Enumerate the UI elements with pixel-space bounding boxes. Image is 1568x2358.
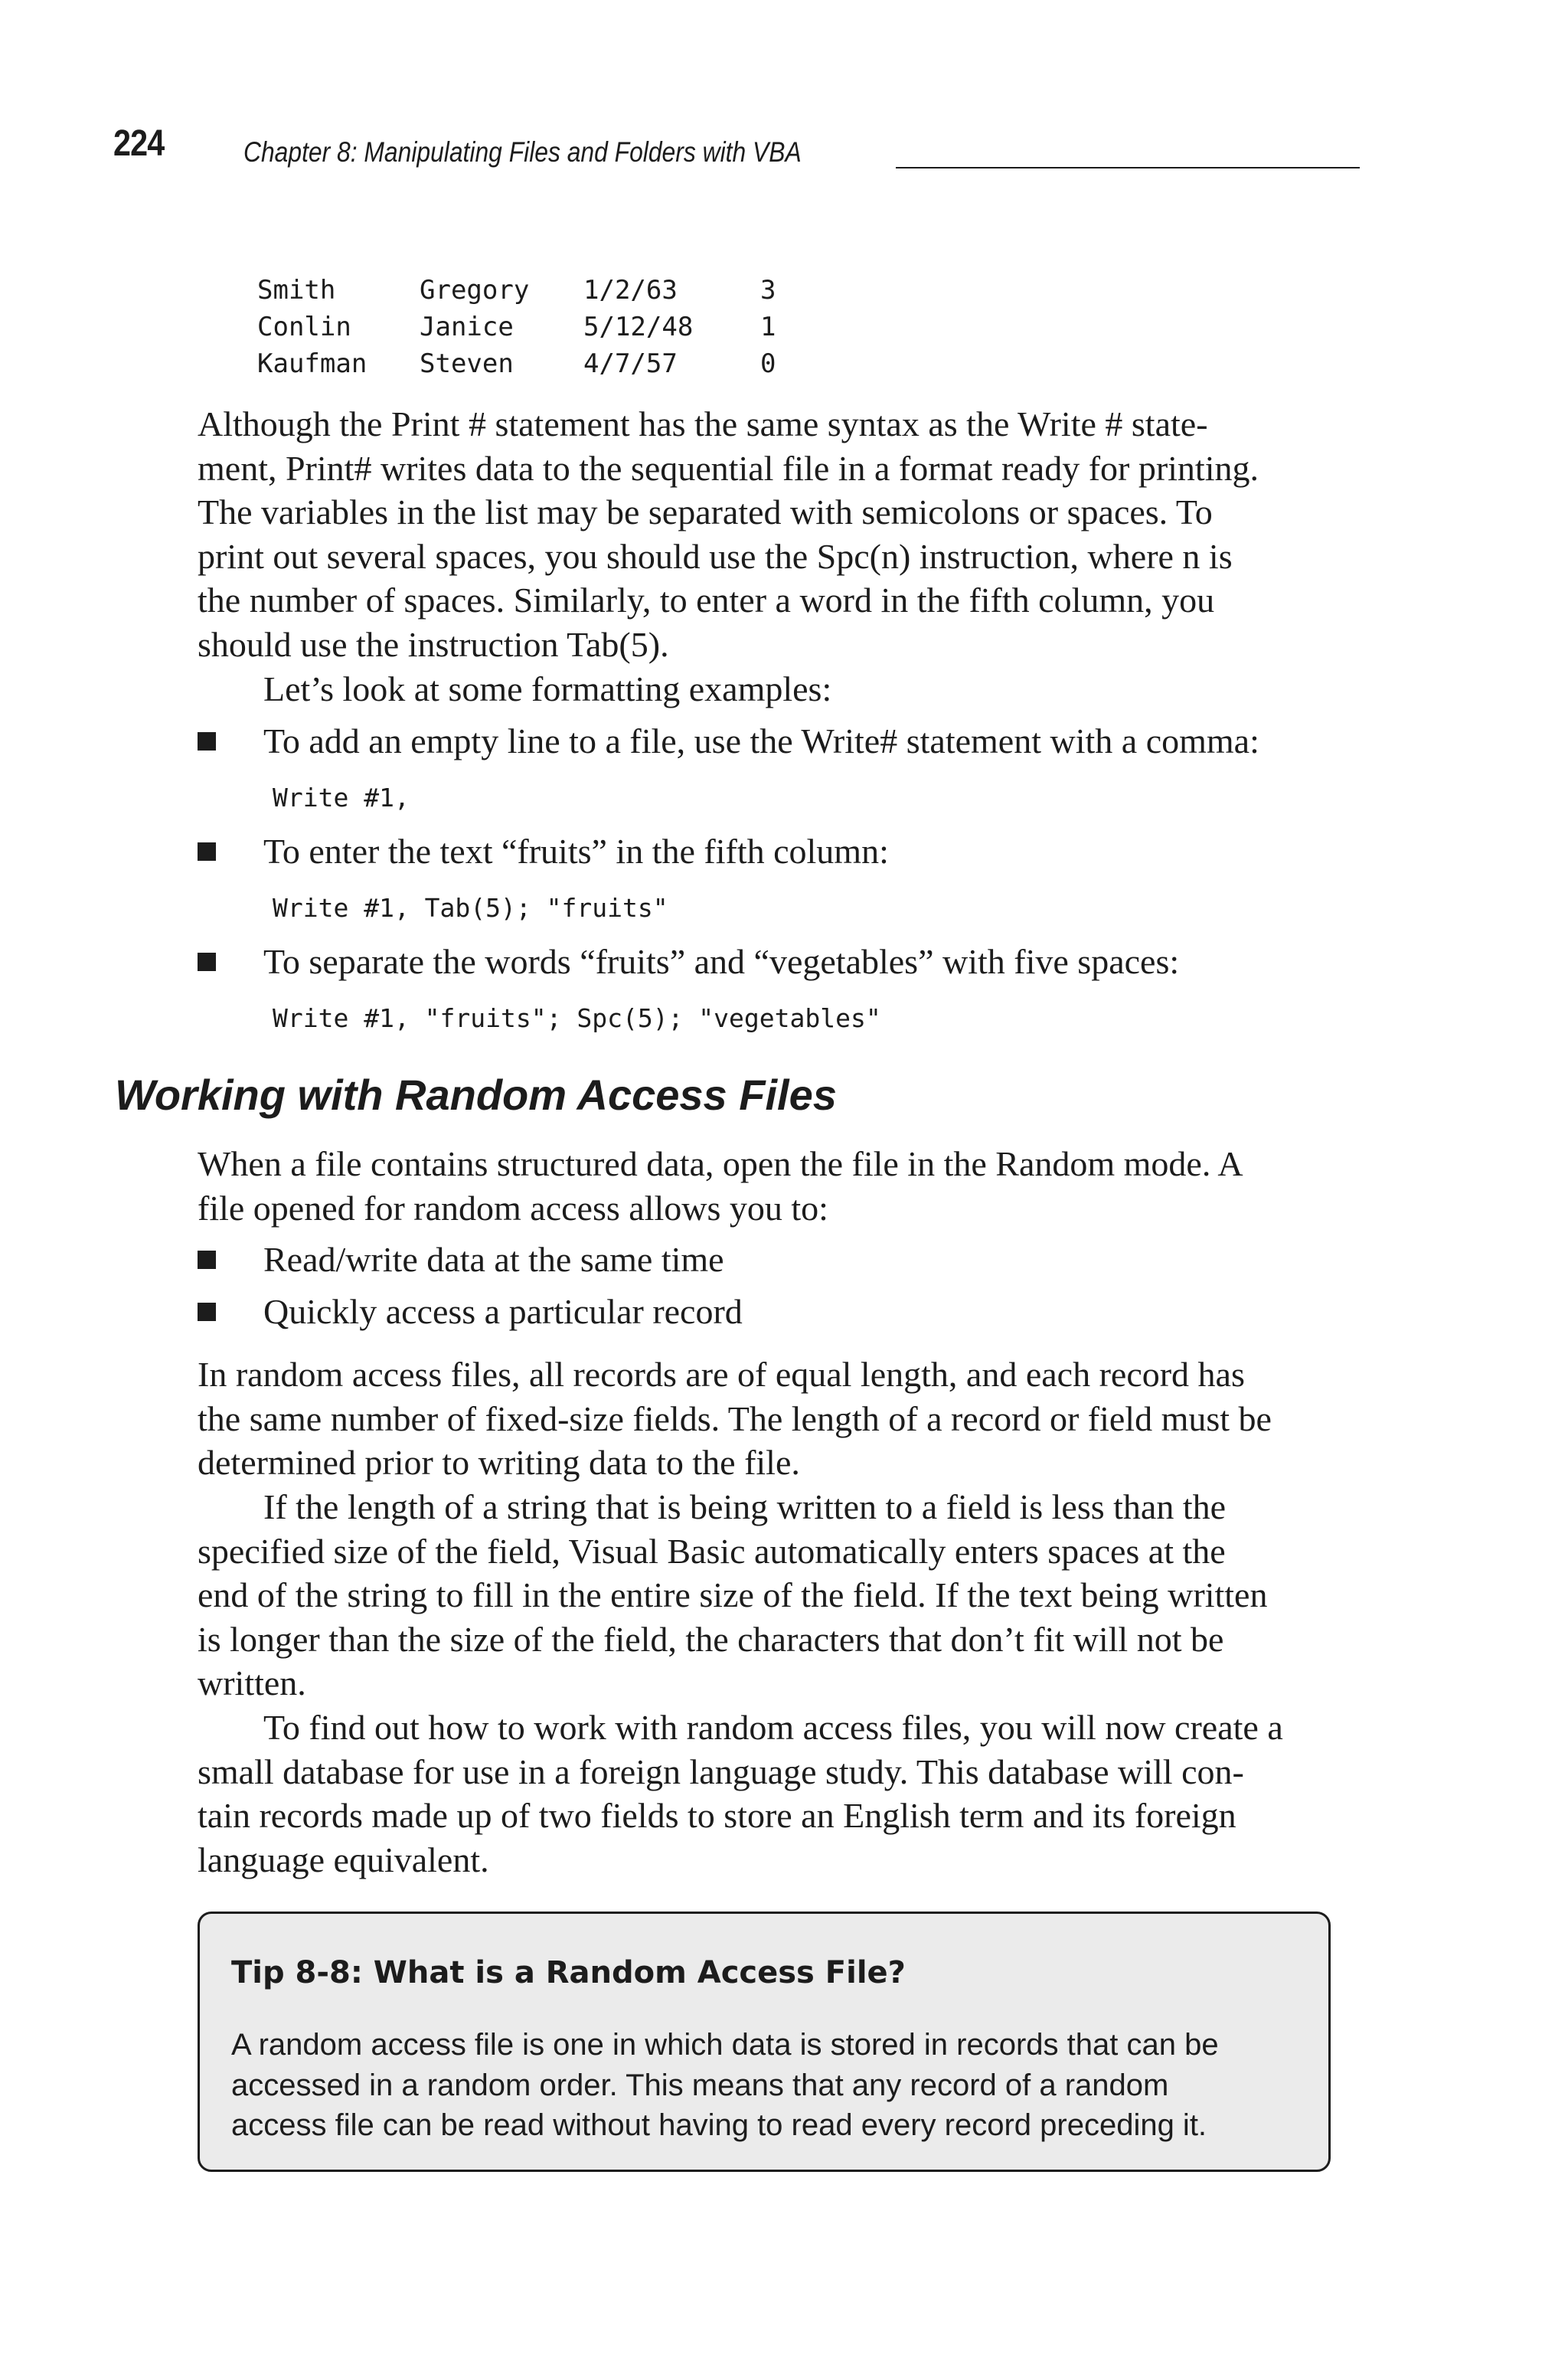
text-line: To find out how to work with random access files, you will now create a [263,1708,1283,1747]
page-number: 224 [113,123,165,164]
text-line: language equivalent. [198,1840,489,1879]
table-cell-date: 5/12/48 [583,312,694,342]
table-cell-last-name: Conlin [257,312,351,342]
table-cell-first-name: Gregory [420,275,530,306]
text-line: should use the instruction Tab(5). [198,624,669,664]
code-line: Write #1, "fruits"; Spc(5); "vegetables" [273,1003,881,1033]
text-line: A random access file is one in which data is stored in records that can be [231,2028,1219,2062]
list-item: To separate the words “fruits” and “vegetables” with five spaces: [263,942,1180,981]
bullet-icon [198,1251,216,1269]
text-line: tain records made up of two fields to store an English term and its foreign [198,1796,1236,1836]
table-cell-last-name: Smith [257,275,336,306]
text-line: the same number of fixed-size fields. The length of a record or field must be [198,1398,1272,1438]
text-line: print out several spaces, you should use the Spc(n) instruction, where n is [198,536,1233,576]
text-line: The variables in the list may be separated with semicolons or spaces. To [198,492,1213,532]
text-line: In random access files, all records are of equal length, and each record has [198,1355,1245,1394]
table-cell-last-name: Kaufman [257,348,368,379]
table-cell-date: 4/7/57 [583,348,678,379]
table-cell-count: 0 [760,348,776,379]
bullet-icon [198,1303,216,1321]
tip-title: Tip 8-8: What is a Random Access File? [231,1955,906,1990]
paragraph-examples-lead: Let’s look at some formatting examples: [263,669,832,708]
list-item: Quickly access a particular record [263,1292,743,1331]
table-cell-count: 1 [760,312,776,342]
paragraph-random-intro [198,1142,1243,1230]
text-line: written. [198,1663,306,1703]
text-line: access file can be read without having to read every record preceding it. [231,2108,1207,2142]
text-line: the number of spaces. Similarly, to enter a word in the fifth column, you [198,581,1215,620]
text-line: small database for use in a foreign language study. This database will con- [198,1751,1244,1791]
text-line: determined prior to writing data to the file. [198,1443,800,1483]
paragraph-field-length [198,1485,1267,1706]
running-head: Chapter 8: Manipulating Files and Folders with VBA [243,136,802,168]
text-line: accessed in a random order. This means that any record of a random [231,2068,1169,2102]
text-line: specified size of the field, Visual Basic automatically enters spaces at the [198,1531,1226,1571]
text-line: is longer than the size of the field, the characters that don’t fit will not be [198,1619,1224,1659]
table-cell-first-name: Janice [420,312,514,342]
paragraph-database [198,1706,1283,1882]
code-line: Write #1, Tab(5); "fruits" [273,893,668,923]
list-item: Read/write data at the same time [263,1240,724,1279]
bullet-icon [198,842,216,861]
table-cell-date: 1/2/63 [583,275,678,306]
text-line: When a file contains structured data, open the file in the Random mode. A [198,1144,1243,1183]
bullet-icon [198,732,216,751]
text-line: ment, Print# writes data to the sequential file in a format ready for printing. [198,448,1259,488]
list-item: To add an empty line to a file, use the Write# statement with a comma: [263,721,1259,760]
text-line: end of the string to fill in the entire size of the field. If the text being written [198,1575,1268,1615]
header-rule [896,167,1360,168]
text-line: If the length of a string that is being written to a field is less than the [263,1487,1227,1526]
bullet-icon [198,953,216,971]
text-line: file opened for random access allows you to: [198,1188,828,1228]
section-heading: Working with Random Access Files [115,1071,837,1119]
tip-body [231,2025,1219,2146]
code-line: Write #1, [273,783,410,813]
list-item: To enter the text “fruits” in the fifth column: [263,832,889,871]
table-cell-first-name: Steven [420,348,514,379]
paragraph-records [198,1352,1272,1485]
table-cell-count: 3 [760,275,776,306]
paragraph-print-statement [198,402,1259,667]
text-line: Although the Print # statement has the same syntax as the Write # state- [198,404,1208,443]
